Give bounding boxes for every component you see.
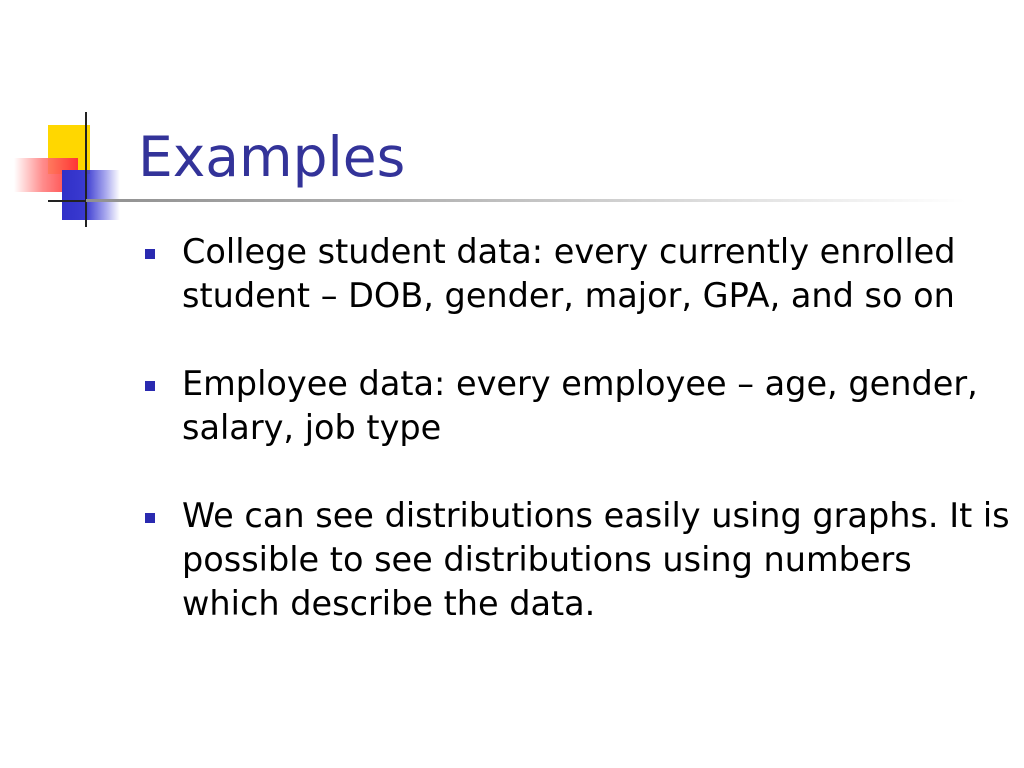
title-underline-rule	[86, 199, 966, 202]
bullet-list	[142, 230, 1012, 670]
bullet-item-distributions	[142, 494, 1012, 626]
decorative-blue-square	[62, 170, 120, 220]
square-bullet-icon	[145, 249, 155, 259]
bullet-text: College student data: every currently enrolled student – DOB, gender, major, GPA, and so on	[182, 232, 956, 315]
square-bullet-icon	[145, 513, 155, 523]
slide-title: Examples	[138, 125, 406, 189]
bullet-text: Employee data: every employee – age, gender, salary, job type	[182, 364, 978, 447]
bullet-text: We can see distributions easily using graphs. It is possible to see distributions using numbers which describe the data.	[182, 496, 1010, 623]
bullet-item-college	[142, 230, 1012, 318]
square-bullet-icon	[145, 381, 155, 391]
decorative-vertical-line	[85, 112, 87, 227]
bullet-item-employee	[142, 362, 1012, 450]
